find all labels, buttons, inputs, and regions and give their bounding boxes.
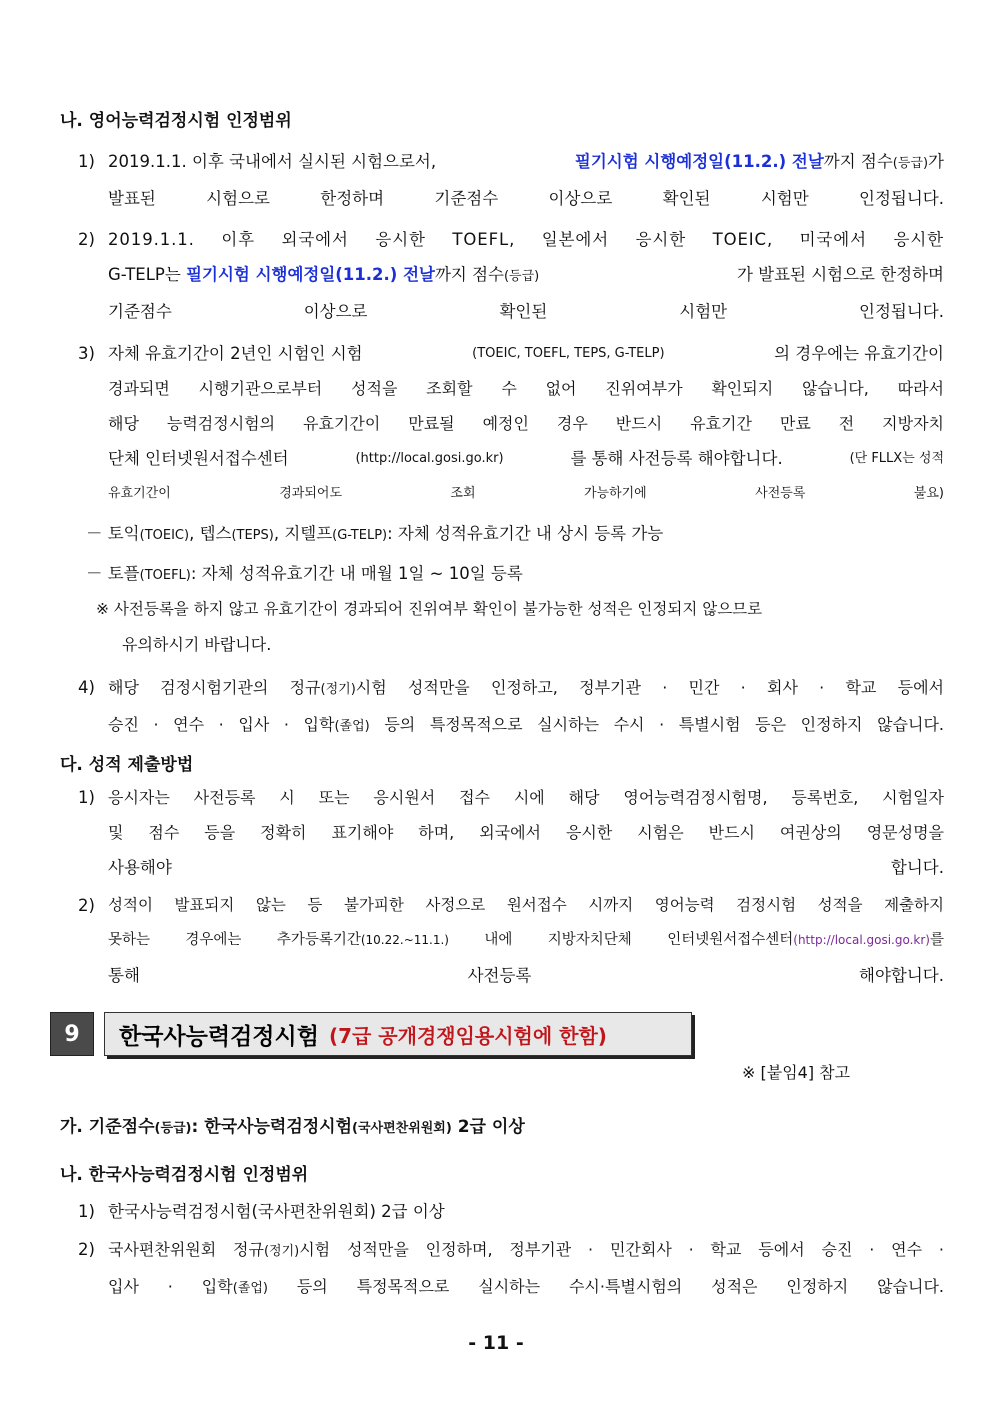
text: 가. 기준점수 bbox=[60, 1117, 155, 1137]
note-warning bbox=[96, 592, 944, 662]
text: 국사편찬위원회 정규 bbox=[108, 1240, 264, 1259]
section-number-badge: 9 bbox=[50, 1012, 94, 1056]
text: (졸업) bbox=[232, 1281, 268, 1296]
text: : 자체 성적유효기간 내 매월 1일 ~ 10일 등록 bbox=[190, 564, 523, 583]
text: 2019.1.1. 이후 국내에서 실시된 시험으로서, bbox=[108, 152, 437, 171]
submission-item-2 bbox=[78, 888, 944, 993]
line bbox=[108, 1269, 944, 1306]
dash-item-toeic bbox=[86, 520, 663, 544]
highlight-exam-date: 필기시험 시행예정일(11.2.) 전날 bbox=[574, 152, 824, 171]
text: (단 FLLX는 성적 bbox=[849, 451, 944, 466]
text: (G-TELP) bbox=[332, 528, 388, 543]
text: 의 경우에는 유효기간이 bbox=[774, 344, 944, 363]
page-number: - 11 - bbox=[468, 1332, 524, 1354]
text: 자체 유효기간이 2년인 시험인 시험 bbox=[108, 344, 363, 363]
line bbox=[108, 144, 944, 181]
section-title: 한국사능력검정시험 bbox=[119, 1023, 319, 1050]
text: 못하는 경우에는 추가등록기간 bbox=[108, 932, 361, 948]
section-subtitle: (7급 공개경쟁임용시험에 한함) bbox=[328, 1023, 607, 1048]
item-number: 1) bbox=[78, 788, 95, 807]
line: 응시자는 사전등록 시 또는 응시원서 접수 시에 해당 영어능력검정시험명, 등록번호, 시험일자 bbox=[108, 788, 944, 807]
text: 등의 특정목적으로 실시하는 수시 · 특별시험 등은 인정하지 않습니다. bbox=[369, 715, 945, 734]
line bbox=[108, 336, 944, 371]
heading-submission-method: 다. 성적 제출방법 bbox=[60, 755, 194, 775]
text: (TOEIC, TOEFL, TEPS, G-TELP) bbox=[472, 346, 665, 361]
text: 를 bbox=[929, 932, 944, 948]
text: , 지텔프 bbox=[273, 524, 333, 543]
text: 내에 지방자치단체 인터넷원서접수센터 bbox=[448, 932, 794, 948]
line: 사용해야 합니다. bbox=[108, 858, 944, 877]
dash-item-toefl bbox=[86, 560, 523, 584]
text: : 자체 성적유효기간 내 상시 등록 가능 bbox=[387, 524, 664, 543]
text: － 토플 bbox=[86, 564, 140, 583]
url-link[interactable]: (http://local.gosi.go.kr) bbox=[793, 933, 930, 947]
english-item-3 bbox=[78, 336, 944, 511]
line: 한국사능력검정시험(국사편찬위원회) 2급 이상 bbox=[108, 1202, 445, 1221]
text: , 텝스 bbox=[189, 524, 232, 543]
history-item-1 bbox=[78, 1194, 944, 1229]
text: (등급) bbox=[892, 156, 929, 171]
text: (등급) bbox=[503, 269, 540, 284]
line: 발표된 시험으로 한정하며 기준점수 이상으로 확인된 시험만 인정됩니다. bbox=[108, 189, 944, 208]
line: ※ 사전등록을 하지 않고 유효기간이 경과되어 진위여부 확인이 불가능한 성적은 인정되지 않으므로 bbox=[96, 600, 763, 618]
url-link[interactable]: (http://local.gosi.go.kr) bbox=[355, 451, 504, 466]
english-item-2 bbox=[78, 222, 944, 329]
line: 유의하시기 바랍니다. bbox=[122, 635, 272, 654]
line: 경과되면 시행기관으로부터 성적을 조회할 수 없어 진위여부가 확인되지 않습니다, 따라서 bbox=[108, 379, 944, 398]
item-number: 1) bbox=[78, 152, 95, 171]
line bbox=[108, 441, 944, 476]
text: 를 통해 사전등록 해야합니다. bbox=[570, 449, 783, 468]
text: 단체 인터넷원서접수센터 bbox=[108, 449, 289, 468]
line: 2019.1.1. 이후 외국에서 응시한 TOEFL, 일본에서 응시한 TOEIC, 미국에서 응시한 bbox=[108, 230, 944, 249]
text: 2급 이상 bbox=[451, 1117, 525, 1137]
item-number: 3) bbox=[78, 344, 95, 363]
line: 해당 능력검정시험의 유효기간이 만료될 예정인 경우 반드시 유효기간 만료 전 지방자치 bbox=[108, 414, 944, 433]
text: 까지 점수 bbox=[823, 152, 893, 171]
text: － 토익 bbox=[86, 524, 140, 543]
line: 및 점수 등을 정확히 표기해야 하며, 외국에서 응시한 시험은 반드시 여권상의 영문성명을 bbox=[108, 823, 944, 842]
text: (국사편찬위원회) bbox=[352, 1121, 452, 1136]
line bbox=[108, 707, 944, 744]
text: 가 bbox=[928, 152, 944, 171]
text: (TEPS) bbox=[231, 528, 274, 543]
item-number: 4) bbox=[78, 678, 95, 697]
highlight-exam-date: 필기시험 시행예정일(11.2.) 전날 bbox=[186, 265, 435, 284]
heading-english-scope: 나. 영어능력검정시험 인정범위 bbox=[60, 111, 292, 131]
section-reference: ※ [붙임4] 참고 bbox=[742, 1063, 851, 1082]
english-item-4 bbox=[78, 670, 944, 744]
heading-korean-history-standard bbox=[60, 1112, 525, 1137]
text: (TOEFL) bbox=[139, 568, 191, 583]
text: (등급) bbox=[154, 1121, 192, 1136]
text: 시험 성적만을 인정하고, 정부기관 · 민간 · 회사 · 학교 등에서 bbox=[355, 678, 944, 697]
item-number: 1) bbox=[78, 1202, 95, 1221]
line bbox=[108, 670, 944, 707]
text: (정기) bbox=[320, 682, 356, 697]
heading-korean-history-scope: 나. 한국사능력검정시험 인정범위 bbox=[60, 1165, 309, 1185]
text: (졸업) bbox=[334, 719, 370, 734]
text: 등의 특정목적으로 실시하는 수시·특별시험의 성적은 인정하지 않습니다. bbox=[267, 1277, 944, 1296]
line: 성적이 발표되지 않는 등 불가피한 사정으로 원서접수 시까지 영어능력 검정시험 성적을 제출하지 bbox=[108, 896, 944, 914]
text: G-TELP는 bbox=[108, 265, 181, 284]
text: 가 발표된 시험으로 한정하며 bbox=[736, 265, 944, 284]
line bbox=[108, 923, 944, 958]
english-item-1 bbox=[78, 144, 944, 216]
text: 입사 · 입학 bbox=[108, 1277, 233, 1296]
history-item-2 bbox=[78, 1232, 944, 1306]
line: 유효기간이 경과되어도 조회 가능하기에 사전등록 불요) bbox=[108, 486, 944, 501]
line: 통해 사전등록 해야합니다. bbox=[108, 966, 944, 985]
item-number: 2) bbox=[78, 230, 95, 249]
text: 해당 검정시험기관의 정규 bbox=[108, 678, 321, 697]
text: 승진 · 연수 · 입사 · 입학 bbox=[108, 715, 335, 734]
item-number: 2) bbox=[78, 1240, 95, 1259]
text: (TOEIC) bbox=[139, 528, 190, 543]
text: 시험 성적만을 인정하며, 정부기관 · 민간회사 · 학교 등에서 승진 · 연수 · bbox=[299, 1240, 944, 1259]
text: (10.22.~11.1.) bbox=[360, 933, 449, 947]
line: 기준점수 이상으로 확인된 시험만 인정됩니다. bbox=[108, 302, 944, 321]
text: : 한국사능력검정시험 bbox=[191, 1117, 353, 1137]
line bbox=[108, 1232, 944, 1269]
text: 까지 점수 bbox=[434, 265, 504, 284]
submission-item-1 bbox=[78, 780, 944, 885]
text: (정기) bbox=[263, 1244, 300, 1259]
item-number: 2) bbox=[78, 896, 95, 915]
section-title-box bbox=[104, 1012, 692, 1056]
line bbox=[108, 257, 944, 294]
